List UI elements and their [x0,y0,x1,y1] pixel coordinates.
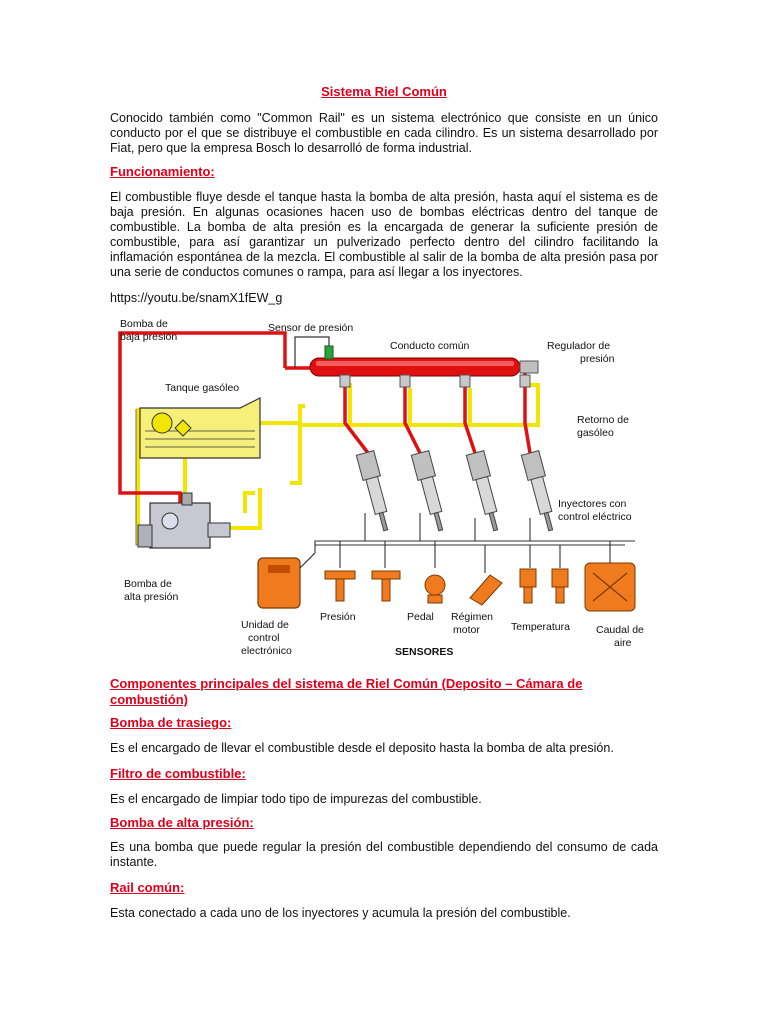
video-link[interactable]: https://youtu.be/snamX1fEW_g [110,291,283,305]
high-pressure-pump [138,493,230,548]
injectors [356,451,559,533]
label-rail: Conducto común [390,340,470,352]
label-ecu-3: electrónico [241,645,292,657]
heading-componentes-line2: combustión) [110,692,188,707]
text-rail-comun: Esta conectado a cada uno de los inyectores y acumula la presión del combustible. [110,906,571,920]
label-low-pump-1: Bomba de [120,318,168,330]
text-bomba-alta: Es una bomba que puede regular la presión del combustible dependiendo del consumo de cada instante. [110,840,658,869]
page-title: Sistema Riel Común [321,84,447,99]
label-regulator-2: presión [580,353,615,365]
label-pressure-sensor: Sensor de presión [268,322,354,334]
sensor-pedal [372,571,400,601]
label-regulator-1: Regulador de [547,340,611,352]
label-sensor-presion: Presión [320,611,356,623]
text-filtro: Es el encargado de limpiar todo tipo de impurezas del combustible. [110,792,482,806]
heading-funcionamiento: Funcionamiento: [110,164,215,179]
heading-componentes-line1: Componentes principales del sistema de Riel Común (Deposito – Cámara de [110,676,583,691]
label-injectors-1: Inyectores con [558,498,627,510]
label-high-pump-1: Bomba de [124,578,172,590]
text-bomba-trasiego: Es el encargado de llevar el combustible desde el deposito hasta la bomba de alta presión. [110,741,614,755]
label-sensor-temperatura: Temperatura [511,621,570,633]
sensor-temperatura [520,569,568,603]
sensor-regimen-motor [470,575,502,605]
label-tank: Tanque gasóleo [165,382,240,394]
sensor-caudal-aire [585,563,635,611]
sensor-regimen [425,575,445,603]
fuel-tank [140,398,260,458]
label-low-pump-2: baja presión [120,331,178,343]
label-return-2: gasóleo [577,427,614,439]
label-sensor-pedal: Pedal [407,611,434,623]
label-high-pump-2: alta presión [124,591,179,603]
heading-bomba-alta: Bomba de alta presión: [110,815,254,830]
funcionamiento-paragraph: El combustible fluye desde el tanque hasta la bomba de alta presión, hasta aquí el sistema es de baja presión. En algunas ocasiones hacen uso de bombas eléctricas dentro del tanque de combustible. La bomba de alta presión es la encargada de generar la suficiente presión de combustible, para así garantizar un pulverizado perfecto dentro del cilindro facilitando la inflamación espontánea de la mezcla. El combustible al salir de la bomba de alta presión pasa por una serie de conductos comunes o rampa, para así llegar a los inyectores. [110,190,658,279]
label-injectors-2: control eléctrico [558,511,632,523]
label-sensores: SENSORES [395,646,454,658]
heading-componentes [110,676,658,708]
label-sensor-regimen-1: Régimen [451,611,494,623]
ecu [258,553,315,608]
heading-filtro: Filtro de combustible: [110,766,246,781]
label-sensor-aire-1: Caudal de [596,624,644,636]
label-sensor-aire-2: aire [614,637,632,649]
common-rail-diagram [110,313,658,663]
label-ecu-1: Unidad de [241,619,289,631]
heading-bomba-trasiego: Bomba de trasiego: [110,715,232,730]
label-sensor-regimen-2: motor [453,624,480,636]
common-rail [310,358,538,376]
label-ecu-2: control [248,632,280,644]
label-return-1: Retorno de [577,414,629,426]
sensor-presion [325,571,355,601]
heading-rail-comun: Rail común: [110,880,185,895]
intro-paragraph: Conocido también como "Common Rail" es un sistema electrónico que consiste en un único conducto por el que se distribuye el combustible en cada cilindro. Es un sistema desarrollado por Fiat, pero que la empresa Bosch lo desarrolló de forma industrial. [110,111,658,155]
rail-connectors [340,375,530,387]
